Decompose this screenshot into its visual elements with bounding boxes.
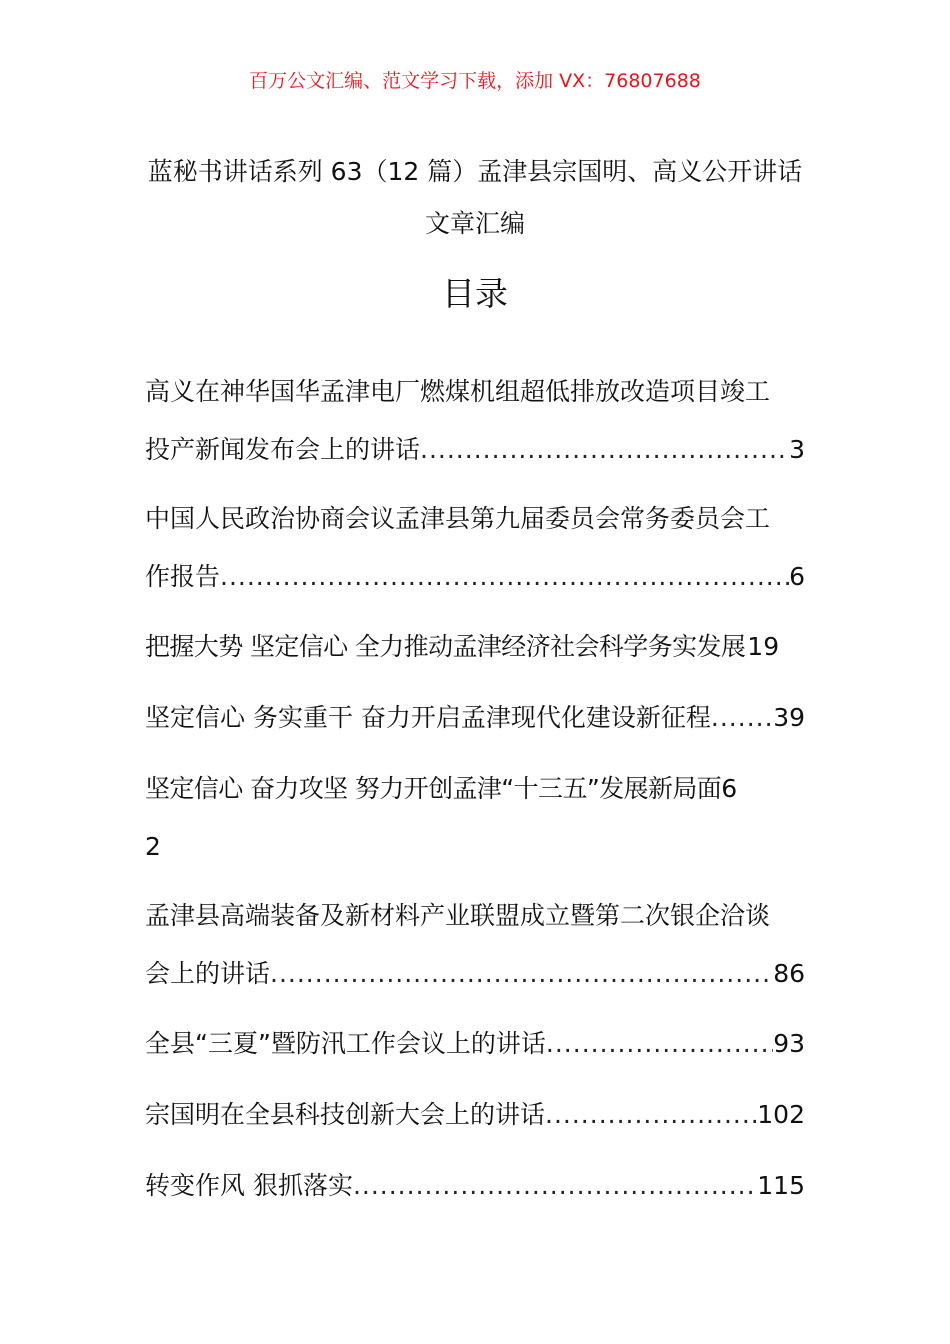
toc-entry-page: 3: [789, 435, 805, 464]
toc-entry[interactable]: [145, 618, 805, 676]
leader-dots: [545, 1086, 757, 1144]
leader-dots: [546, 1015, 773, 1073]
toc-entry-title: 中国人民政治协商会议孟津县第九届委员会常务委员会工: [145, 504, 771, 533]
toc-entry-title: 转变作风 狠抓落实: [145, 1171, 353, 1200]
document-title-line-2: 文章汇编: [424, 209, 525, 238]
toc-entry-page: 93: [773, 1029, 805, 1058]
toc-entry-title: 全县“三夏”暨防汛工作会议上的讲话: [145, 1029, 546, 1058]
toc-entry-page: 39: [773, 703, 805, 732]
toc-entry[interactable]: [145, 363, 805, 479]
toc-entry[interactable]: [145, 1015, 805, 1073]
leader-dots: [270, 945, 773, 1003]
toc-entry[interactable]: [145, 490, 805, 606]
toc-entry-title: 高义在神华国华孟津电厂燃煤机组超低排放改造项目竣工: [145, 377, 771, 406]
toc-entry-page: 115: [757, 1171, 805, 1200]
toc-entry-title: 把握大势 坚定信心 全力推动孟津经济社会科学务实发展: [145, 632, 746, 661]
toc-entry-page-cont: 2: [145, 832, 161, 861]
promo-banner: 百万公文汇编、范文学习下载，添加 VX：76807688: [249, 70, 701, 92]
toc-entry[interactable]: [145, 887, 805, 1003]
toc-entry-title: 孟津县高端装备及新材料产业联盟成立暨第二次银企洽谈: [145, 901, 771, 930]
toc-entry-page: 6: [789, 562, 805, 591]
toc-entry-title-cont: 作报告: [145, 562, 221, 591]
toc-entry-title: 坚定信心 务实重干 奋力开启孟津现代化建设新征程: [145, 703, 711, 732]
toc-entry-title: 宗国明在全县科技创新大会上的讲话: [145, 1100, 546, 1129]
toc-entry-page: 102: [757, 1100, 805, 1129]
toc-entry-page-part: 6: [721, 774, 738, 803]
toc-entry-title-cont: 会上的讲话: [145, 959, 271, 988]
leader-dots: [711, 689, 773, 747]
leader-dots: [420, 421, 789, 479]
toc-entry-title-cont: 投产新闻发布会上的讲话: [145, 435, 421, 464]
document-title-line-1: 蓝秘书讲话系列 63（12 篇）孟津县宗国明、高义公开讲话: [147, 157, 803, 186]
leader-dots: [353, 1157, 757, 1215]
toc-entry[interactable]: [145, 1157, 805, 1215]
toc-entry[interactable]: [145, 689, 805, 747]
document-title: [130, 146, 820, 250]
toc-entry-page: 19: [747, 632, 780, 661]
toc-entry[interactable]: [145, 1086, 805, 1144]
toc-entry[interactable]: [145, 760, 805, 876]
toc-entry-page: 86: [773, 959, 805, 988]
toc-heading: 目录: [442, 274, 508, 313]
toc-entry-title: 坚定信心 奋力攻坚 努力开创孟津“十三五”发展新局面: [145, 774, 722, 803]
leader-dots: [220, 548, 789, 606]
